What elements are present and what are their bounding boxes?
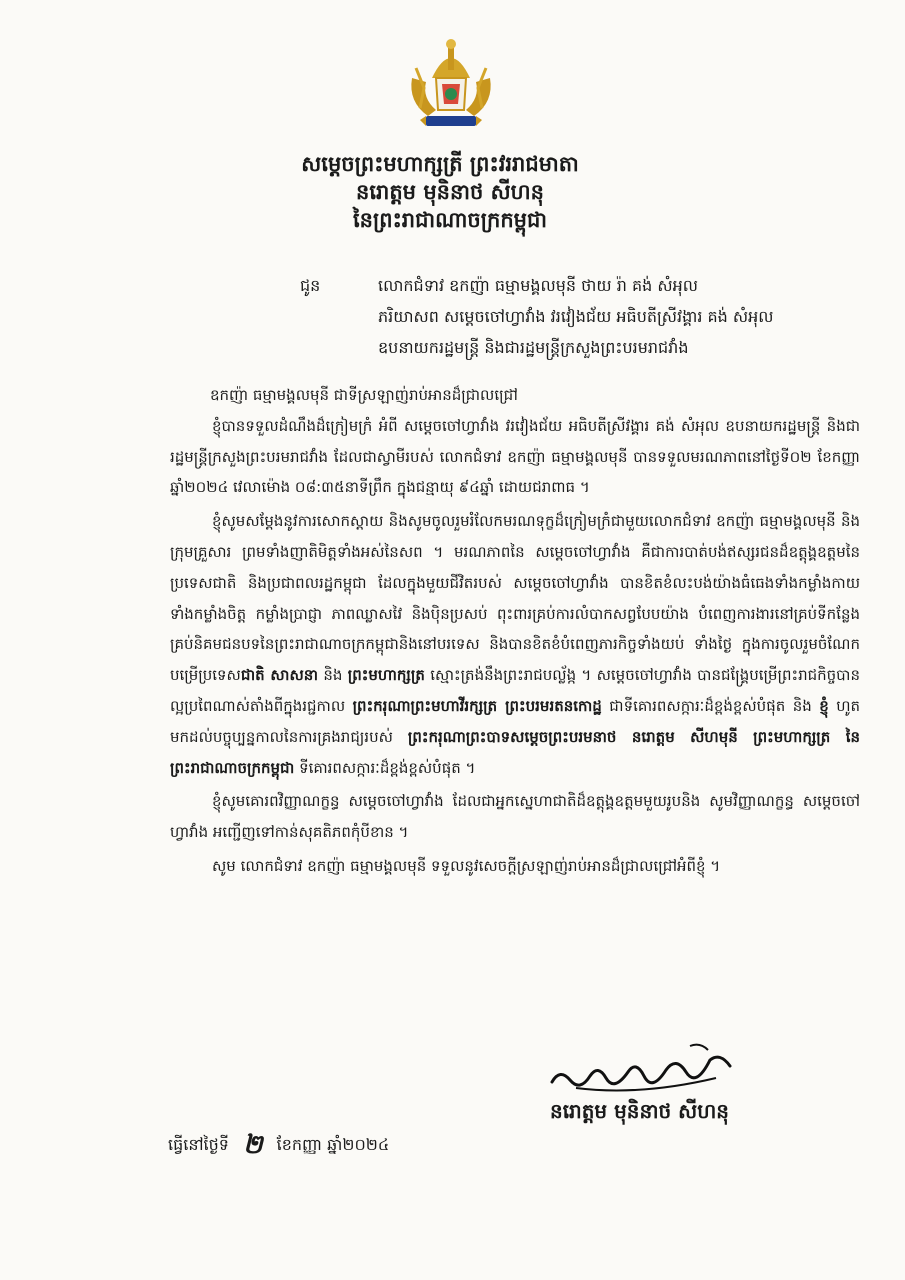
header-name: នរោត្តម មុនិនាថ សីហនុ [356, 180, 544, 204]
body-paragraph: ខ្ញុំបានទទួលដំណឹងដ៏ក្រៀមក្រំ អំពី សម្តេចចៅហ្វាវាំង វរវៀងជ័យ អធិបតីស្រីវង្គារ គង់ សំអុល ឧបនាយករដ្ឋមន្ត្រី និងជារដ្ឋមន្ត្រីក្រសួងព្រះបរមរាជវាំង ដែលជាស្វាមីរបស់ លោកជំទាវ ឧកញ៉ា ធម្មាមង្គលមុនី បានទទួលមរណភាពនៅថ្ងៃទី០២ ខែកញ្ញា ឆ្នាំ២០២៤ វេលាម៉ោង ០៨:៣៥នាទីព្រឹក ក្នុងជន្មាយុ ៩៤ឆ្នាំ ដោយជរាពាធ ។ [170, 416, 860, 497]
date-suffix: ខែកញ្ញា ឆ្នាំ២០២៤ [276, 1135, 390, 1154]
bold-phrase: ព្រះករុណាព្រះមហាវីរក្សត្រ ព្រះបរមរតនកោដ្ឋ [352, 696, 602, 715]
letter-header [240, 150, 660, 234]
body-text: ស្មោះត្រង់នឹងព្រះរាជបល្ល័ង្ក ។ សម្តេចចៅហ្វាវាំង បានជង្គ្រែបម្រើព្រះរាជកិច្ចបានល្អប្រពៃណាស់តាំងពីក្នុងរជ្ជកាល [170, 666, 860, 715]
body-text: ហូតមកដល់បច្ចុប្បន្នកាលនៃការគ្រងរាជ្យរបស់ [170, 696, 860, 746]
salutation: ឧកញ៉ា ធម្មាមង្គលមុនី ជាទីស្រឡាញ់រាប់អានដ៏ជ្រាលជ្រៅ [210, 386, 518, 404]
date-prefix: ធ្វើនៅថ្ងៃទី [168, 1135, 229, 1154]
body-text: ខ្ញុំសូមសម្តែងនូវការសោកស្តាយ និងសូមចូលរួមរំលែកមរណទុក្ខដ៏ក្រៀមក្រំជាមួយលោកជំទាវ ឧកញ៉ា ធម្មាមង្គលមុនី និងក្រុមគ្រួសារ ព្រមទាំងញាតិមិត្តទាំងអស់នៃសព ។ មរណភាពនៃ សម្តេចចៅហ្វាវាំង គឺជាការបាត់បង់ឥស្សរជនដ៏ឧត្តុង្គឧត្តមនៃប្រទេសជាតិ និងប្រជាពលរដ្ឋកម្ពុជា ដែលក្នុងមួយជីវិតរបស់ សម្តេចចៅហ្វាវាំង បានខិតខំលះបង់យ៉ាងធំធេងទាំងកម្លាំងកាយ ទាំងកម្លាំងចិត្ត កម្លាំងប្រាជ្ញា ភាពឈ្លាសវៃ និងប៉ិនប្រសប់ ពុះពារគ្រប់ការលំបាកសព្វបែបយ៉ាង បំពេញការងារនៅគ្រប់ទីកន្លែង គ្រប់និគមជនបទនៃព្រះរាជាណាចក្រកម្ពុជានិងនៅបរទេស និងបានខិតខំបំពេញភារកិច្ចទាំងយប់ ទាំងថ្ងៃ ក្នុងការចូលរួមចំណែកបម្រើប្រទេស [170, 512, 860, 685]
recipient-line: លោកជំទាវ ឧកញ៉ា ធម្មាមង្គលមុនី ថាយ រ៉ា គង់ សំអុល [378, 276, 698, 295]
bold-phrase: ជាតិ សាសនា [240, 666, 319, 685]
recipient-line: ភរិយាសព សម្តេចចៅហ្វាវាំង វរវៀងជ័យ អធិបតីស្រីវង្គារ គង់ សំអុល [378, 307, 774, 326]
recipient-label: ជូន [300, 276, 321, 295]
bold-phrase: ព្រះមហាក្សត្រ [347, 666, 425, 685]
body-paragraph: ខ្ញុំសូមគោរពវិញ្ញាណក្ខន្ធ សម្តេចចៅហ្វាវាំង ដែលជាអ្នកស្នេហាជាតិដ៏ឧត្តុង្គឧត្តមមួយរូបនិង សូមវិញ្ញាណក្ខន្ធ សម្តេចចៅហ្វាវាំង អញ្ជើញទៅកាន់សុគតិភពកុំបីខាន ។ [170, 792, 860, 842]
date-line [168, 1128, 389, 1166]
recipient-block [300, 270, 860, 363]
bold-phrase: ខ្ញុំ [819, 696, 829, 715]
bold-phrase: ព្រះករុណាព្រះបាទសម្តេចព្រះបរមនាថ នរោត្តម សីហមុនី ព្រះមហាក្សត្រ នៃព្រះរាជាណាចក្រកម្ពុជា [170, 727, 861, 777]
signatory-name: នរោត្តម មុនិនាថ សីហនុ [550, 1099, 729, 1123]
header-title: សម្តេចព្រះមហាក្សត្រី ព្រះវររាជមាតា [301, 152, 579, 176]
header-kingdom: នៃព្រះរាជាណាចក្រកម្ពុជា [352, 208, 547, 232]
royal-emblem-icon [402, 38, 500, 130]
body-paragraph: សូម លោកជំទាវ ឧកញ៉ា ធម្មាមង្គលមុនី ទទួលនូវសេចក្តីស្រឡាញ់រាប់អានដ៏ជ្រាលជ្រៅអំពីខ្ញុំ ។ [212, 856, 721, 875]
letter-body [170, 380, 860, 882]
body-text: ជាទីគោរពសក្ការៈដ៏ខ្ពង់ខ្ពស់បំផុត និង [601, 696, 820, 715]
recipient-line: ឧបនាយករដ្ឋមន្ត្រី និងជារដ្ឋមន្ត្រីក្រសួងព្រះបរមរាជវាំង [378, 338, 689, 357]
body-text: និង [318, 666, 348, 685]
body-text: ទីគោរពសក្ការៈដ៏ខ្ពង់ខ្ពស់បំផុត ។ [294, 758, 476, 777]
body-paragraph [170, 506, 860, 783]
date-day: ២ [242, 1130, 263, 1160]
